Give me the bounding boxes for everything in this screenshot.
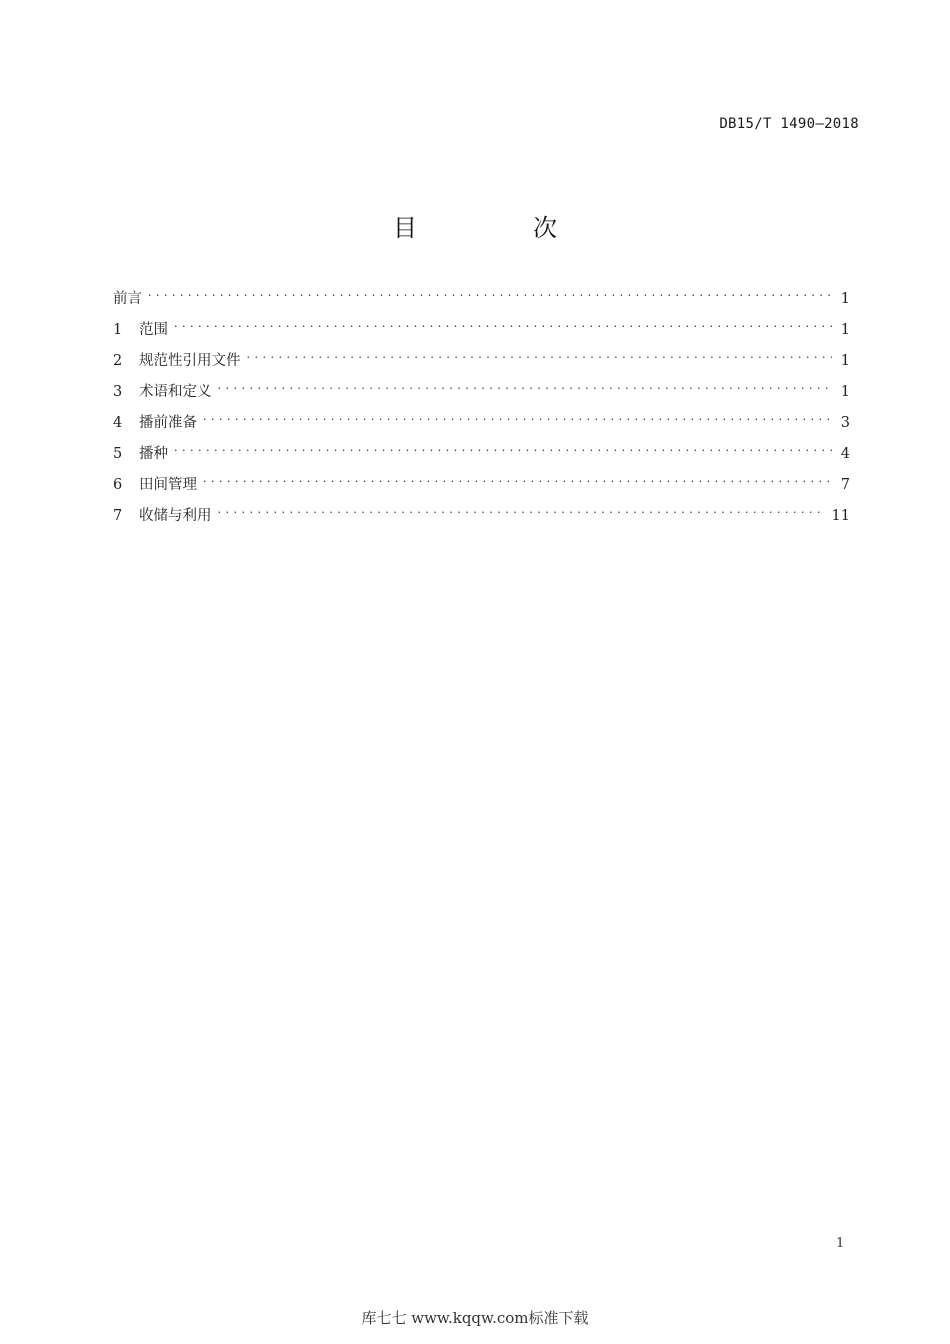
toc-entry-terms-definitions[interactable] xyxy=(113,380,850,411)
toc-dot-leader xyxy=(174,318,832,334)
toc-dot-leader xyxy=(174,442,832,458)
toc-dot-leader xyxy=(148,287,832,303)
toc-entry-label: 田间管理 xyxy=(139,477,197,493)
page-number: 1 xyxy=(836,1236,845,1251)
toc-entry-page: 7 xyxy=(840,477,850,493)
toc-entry-page: 1 xyxy=(840,384,850,400)
toc-entry-label: 前言 xyxy=(113,291,142,307)
toc-entry-pre-sowing[interactable] xyxy=(113,411,850,442)
toc-entry-label: 播前准备 xyxy=(139,415,197,431)
toc-entry-label: 范围 xyxy=(139,322,168,338)
toc-entry-number: 2 xyxy=(113,353,123,369)
toc-entry-label: 收储与利用 xyxy=(139,508,212,524)
toc-entry-storage-utilization[interactable] xyxy=(113,504,850,535)
toc-entry-normative-references[interactable] xyxy=(113,349,850,380)
page-title: 目 次 xyxy=(393,214,603,242)
toc-entry-page: 11 xyxy=(831,508,850,524)
toc-entry-number: 6 xyxy=(113,477,123,493)
toc-dot-leader xyxy=(203,411,832,427)
toc-entry-label: 规范性引用文件 xyxy=(139,353,241,369)
toc-entry-foreword[interactable] xyxy=(113,287,850,318)
toc-entry-scope[interactable] xyxy=(113,318,850,349)
toc-entry-page: 4 xyxy=(840,446,850,462)
toc-entry-number: 7 xyxy=(113,508,123,524)
toc-entry-label: 术语和定义 xyxy=(139,384,212,400)
toc-dot-leader xyxy=(247,349,833,365)
toc-entry-page: 1 xyxy=(840,322,850,338)
toc-entry-number: 4 xyxy=(113,415,123,431)
standard-code: DB15/T 1490—2018 xyxy=(719,116,859,132)
toc-entry-number: 3 xyxy=(113,384,123,400)
toc-entry-page: 1 xyxy=(840,291,850,307)
table-of-contents xyxy=(113,287,850,535)
toc-dot-leader xyxy=(203,473,832,489)
footer-watermark: 库七七 www.kqqw.com标准下载 xyxy=(361,1309,589,1327)
toc-entry-page: 3 xyxy=(840,415,850,431)
toc-dot-leader xyxy=(218,380,833,396)
toc-entry-field-management[interactable] xyxy=(113,473,850,504)
toc-entry-sowing[interactable] xyxy=(113,442,850,473)
toc-dot-leader xyxy=(218,504,826,520)
toc-entry-number: 5 xyxy=(113,446,123,462)
toc-entry-number: 1 xyxy=(113,322,123,338)
toc-entry-label: 播种 xyxy=(139,446,168,462)
toc-entry-page: 1 xyxy=(840,353,850,369)
